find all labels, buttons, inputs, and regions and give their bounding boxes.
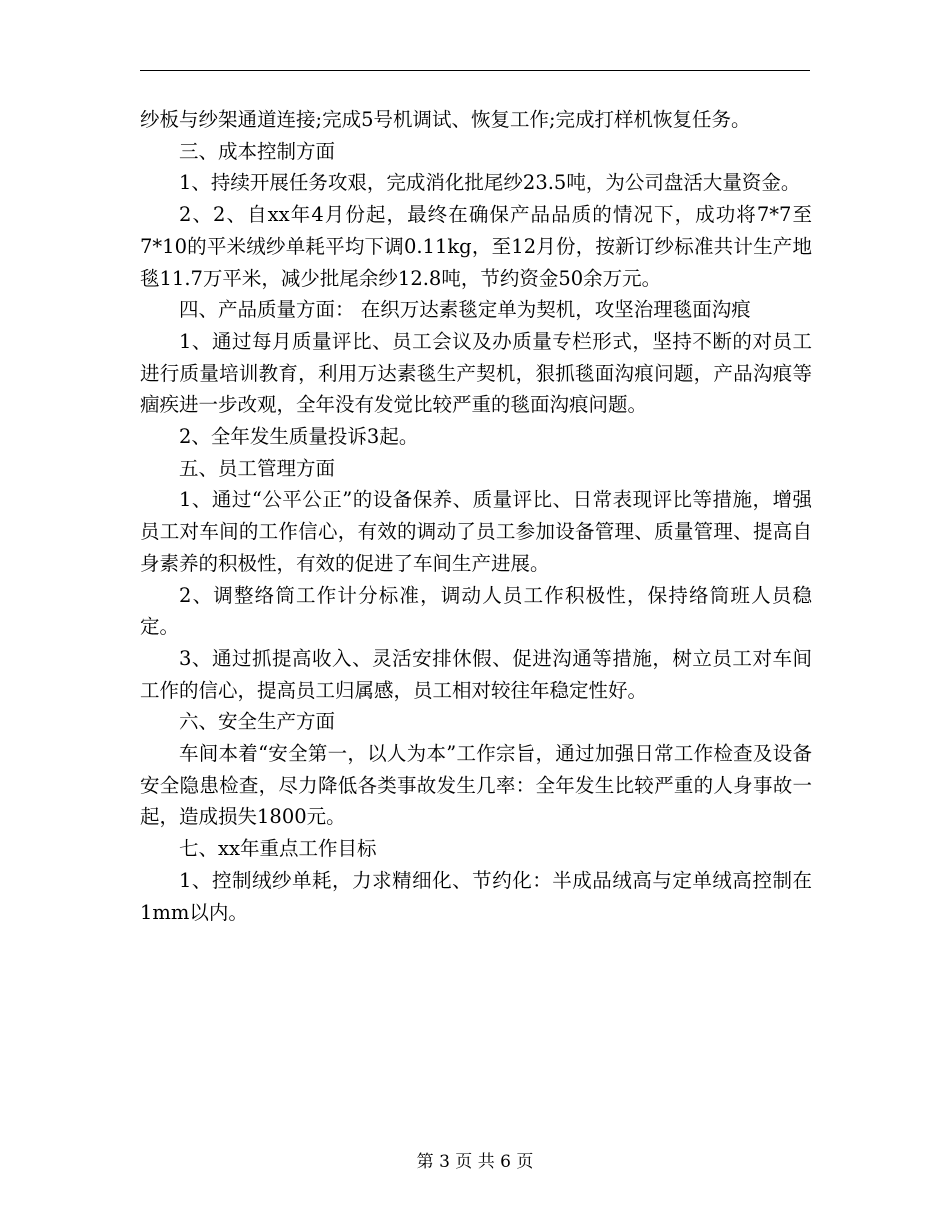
paragraph: 1、通过“公平公正”的设备保养、质量评比、日常表现评比等措施，增强员工对车间的工作信心，有效的调动了员工参加设备管理、质量管理、提高自身素养的积极性，有效的促进了车间生产进展。 [140,488,812,575]
header-rule [140,70,810,71]
paragraph: 2、调整络筒工作计分标准，调动人员工作积极性，保持络筒班人员稳定。 [140,583,812,639]
page-footer [0,1147,950,1172]
paragraph: 纱板与纱架通道连接;完成5号机调试、恢复工作;完成打样机恢复任务。 [140,108,751,131]
section-heading: 五、员工管理方面 [179,456,336,480]
paragraph: 1、控制绒纱单耗，力求精细化、节约化：半成品绒高与定单绒高控制在1mm以内。 [140,868,812,924]
paragraph: 1、持续开展任务攻艰，完成消化批尾纱23.5吨，为公司盘活大量资金。 [179,171,801,195]
section-heading: 六、安全生产方面 [179,710,336,734]
section-heading: 四、产品质量方面： 在织万达素毯定单为契机，攻坚治理毯面沟痕 [179,298,751,322]
section-heading: 三、成本控制方面 [179,139,336,163]
paragraph: 2、2、自xx年4月份起，最终在确保产品品质的情况下，成功将7*7至7*10的平米绒纱单耗平均下调0.11kg，至12月份，按新订纱标准共计生产地毯11.7万平米，减少批尾余纱12.8吨，节约资金50余万元。 [140,203,812,290]
paragraph: 2、全年发生质量投诉3起。 [179,425,419,449]
document-body [140,104,812,928]
paragraph: 1、通过每月质量评比、员工会议及办质量专栏形式，坚持不断的对员工进行质量培训教育，利用万达素毯生产契机，狠抓毯面沟痕问题，产品沟痕等痼疾进一步改观，全年没有发觉比较严重的毯面沟痕问题。 [140,329,812,417]
section-heading: 七、xx年重点工作目标 [179,837,377,861]
paragraph: 3、通过抓提高收入、灵活安排休假、促进沟通等措施，树立员工对车间工作的信心，提高员工归属感，员工相对较往年稳定性好。 [140,646,812,702]
page-number: 第 3 页 共 6 页 [416,1152,534,1172]
paragraph: 车间本着“安全第一，以人为本”工作宗旨，通过加强日常工作检查及设备安全隐患检查，尽力降低各类事故发生几率：全年发生比较严重的人身事故一起，造成损失1800元。 [140,742,812,829]
